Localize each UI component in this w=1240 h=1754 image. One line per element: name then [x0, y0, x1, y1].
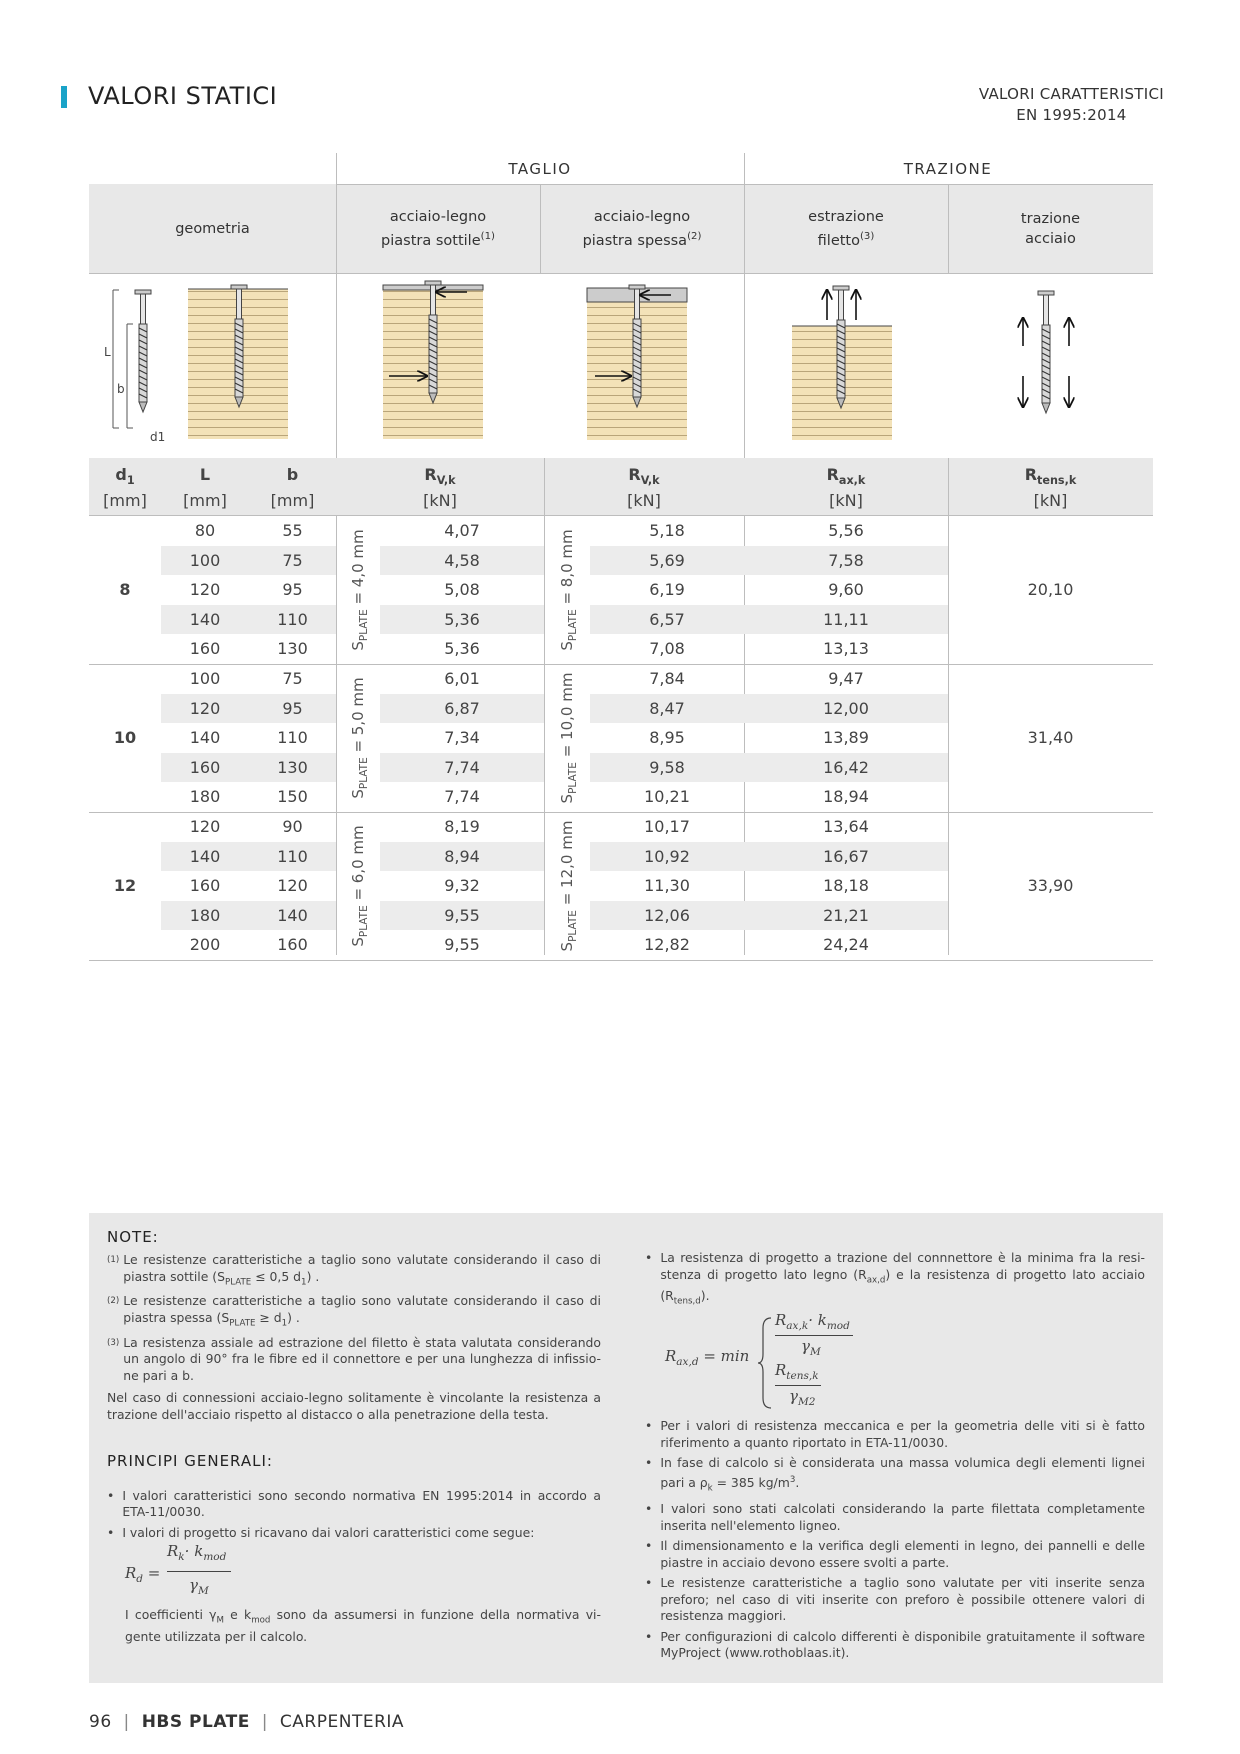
- notes-left-column: [107, 1252, 601, 1646]
- thick-plate-shear-drawing: [587, 285, 687, 440]
- table-cell-L: 100: [189, 550, 221, 570]
- table-cell-L: 100: [189, 669, 221, 688]
- footer-product: HBS PLATE: [141, 1712, 250, 1732]
- right-note-4: • I valori sono stati calcolati considerando la parte filettata completamente inserita nell'elemento ligneo.: [645, 1501, 1145, 1533]
- unit-b: [mm]: [270, 491, 315, 510]
- table-cell-ax: 13,89: [823, 728, 869, 748]
- plate-thickness-label: $S_{PLATE} = 4,0$ mm: [349, 529, 370, 651]
- table-cell-thin: 5,08: [444, 580, 480, 600]
- header-thin-plate: acciaio-legno piastra sottile$^{(1)}$: [381, 209, 495, 249]
- divider: [89, 273, 1153, 274]
- header-geometry: geometria: [175, 221, 250, 237]
- table-cell-ax: 21,21: [823, 905, 869, 925]
- brace-icon: [757, 1316, 773, 1410]
- table-cell-L: 120: [189, 698, 221, 718]
- right-note-7: • Per configurazioni di calcolo differenti è disponibile gratuitamente il software MyProject (www.rothoblaas.it).: [645, 1628, 1145, 1661]
- table-cell-ax: 16,42: [823, 757, 869, 777]
- table-cell-d1: 8: [119, 580, 131, 600]
- table-cell-ax: 18,94: [823, 787, 869, 807]
- table-cell-thin: 8,19: [444, 817, 480, 836]
- footer-section: CARPENTERIA: [279, 1712, 405, 1732]
- screw-geometry-drawing: [104, 290, 165, 444]
- table-cell-ax: 18,18: [823, 876, 869, 896]
- col-d1: $d_1$: [115, 465, 135, 488]
- table-cell-tens: 33,90: [1027, 876, 1074, 896]
- table-cell-L: 160: [189, 639, 221, 659]
- thin-plate-shear-drawing: [383, 281, 483, 439]
- table-cell-b: 110: [277, 609, 308, 629]
- standard-line-2: EN 1995:2014: [1016, 106, 1127, 124]
- header-thread-pullout: estrazione filetto$^{(3)}$: [808, 209, 884, 249]
- group-taglio: TAGLIO: [508, 160, 572, 178]
- table-cell-tens: 31,40: [1027, 728, 1074, 748]
- table-cell-L: 200: [189, 935, 221, 955]
- col-rv-thin: $R_{V,k}$: [424, 465, 456, 488]
- table-cell-thick: 9,58: [649, 757, 685, 777]
- table-cell-thin: 5,36: [444, 609, 480, 629]
- col-rax: $R_{ax,k}$: [826, 465, 866, 488]
- plate-thickness-label: $S_{PLATE} = 5,0$ mm: [349, 677, 370, 799]
- right-note-2: • Per i valori di resistenza meccanica e per la geometria delle viti si è fatto riferimento a quanto riportato in ETA-11/0030.: [645, 1418, 1145, 1450]
- unit-rv-thick: [kN]: [627, 491, 661, 510]
- divider: [540, 184, 541, 274]
- standard-label: [979, 84, 1164, 126]
- table-cell-thick: 10,92: [644, 846, 690, 866]
- table-cell-thin: 5,36: [444, 639, 480, 659]
- table-cell-b: 130: [277, 639, 308, 659]
- table-cell-thick: 7,84: [649, 669, 685, 688]
- table-cell-L: 120: [189, 580, 221, 600]
- right-note-1: • La resistenza di progetto a trazione del connnettore è la minima fra la resi-stenza di progetto lato legno $(R_{ax,d})$ e la resistenza di progetto lato acciaio $(R_{tens,d})$.: [645, 1250, 1145, 1307]
- table-cell-tens: 20,10: [1027, 580, 1074, 600]
- header-steel-tension: trazione acciaio: [1020, 211, 1081, 247]
- table-cell-thick: 5,69: [649, 550, 685, 570]
- table-cell-ax: 11,11: [823, 609, 869, 629]
- table-cell-b: 160: [277, 935, 308, 955]
- divider: [948, 184, 949, 274]
- table-cell-ax: 24,24: [823, 935, 869, 955]
- group-trazione: TRAZIONE: [903, 160, 993, 178]
- right-note-5: • Il dimensionamento e la verifica degli elementi in legno, dei pannelli e delle piastre in acciaio devono essere svolti a parte.: [645, 1538, 1145, 1570]
- page-number: 96: [89, 1712, 112, 1732]
- header-thick-plate: acciaio-legno piastra spessa$^{(2)}$: [582, 209, 702, 249]
- table-cell-b: 110: [277, 728, 308, 748]
- table-cell-thin: 6,87: [444, 698, 480, 718]
- table-cell-b: 110: [277, 846, 308, 866]
- right-note-6: • Le resistenze caratteristiche a taglio sono valutate per viti inserite senza preforo; nel caso di viti inserite con preforo è possibile ottenere valori di resistenza maggiori.: [645, 1575, 1145, 1624]
- unit-rv-thin: [kN]: [423, 491, 457, 510]
- unit-L: [mm]: [183, 491, 227, 510]
- table-cell-thick: 11,30: [644, 876, 690, 896]
- table-cell-b: 95: [282, 580, 303, 600]
- table-cell-L: 180: [189, 787, 221, 807]
- group-divider: [89, 960, 1153, 961]
- table-cell-L: 160: [189, 876, 221, 896]
- table-cell-thin: 7,74: [444, 787, 480, 807]
- table-cell-b: 120: [277, 876, 308, 896]
- table-cell-d1: 12: [113, 876, 137, 896]
- table-cell-thin: 9,55: [444, 935, 480, 955]
- dim-L-label: L: [104, 345, 111, 359]
- table-cell-thin: 6,01: [444, 669, 480, 688]
- table-cell-thin: 9,32: [444, 876, 480, 896]
- plate-thickness-label: $S_{PLATE} = 12,0$ mm: [558, 820, 579, 952]
- plate-thickness-label: $S_{PLATE} = 8,0$ mm: [558, 529, 579, 651]
- right-note-3: • In fase di calcolo si è considerata una massa volumica degli elementi lignei pari a $\rho_k = 385$ $kg/m^3$.: [645, 1455, 1145, 1494]
- table-cell-thin: 4,07: [444, 521, 480, 540]
- unit-rtens: [kN]: [1033, 491, 1068, 510]
- principle-3: I coefficienti $\gamma_M$ e $k_{mod}$ sono da assumersi in funzione della normativa vi-gente utilizzata per il calcolo.: [125, 1607, 601, 1645]
- page-title: VALORI STATICI: [88, 82, 278, 110]
- table-cell-ax: 16,67: [823, 846, 869, 866]
- note-4: Nel caso di connessioni acciaio-legno solitamente è vincolante la resistenza a trazione dell'acciaio rispetto al distacco o alla penetrazione della testa.: [107, 1390, 601, 1422]
- divider: [544, 458, 545, 955]
- design-formula: $R_d$ = $R_k\cdot k_{mod}$ $\gamma_M$: [125, 1541, 601, 1607]
- table-cell-ax: 5,56: [828, 521, 864, 540]
- connection-diagrams: [89, 276, 1153, 454]
- plate-thickness-label: $S_{PLATE} = 6,0$ mm: [349, 825, 370, 947]
- unit-d1: [mm]: [103, 491, 147, 510]
- table-cell-thick: 12,06: [644, 905, 690, 925]
- table-cell-thin: 7,34: [444, 728, 480, 748]
- col-rv-thick: $R_{V,k}$: [628, 465, 660, 488]
- table-cell-thick: 5,18: [649, 521, 685, 540]
- table-cell-thick: 10,21: [644, 787, 690, 807]
- principles-heading: PRINCIPI GENERALI:: [107, 1452, 273, 1471]
- table-cell-b: 150: [277, 787, 308, 807]
- table-cell-ax: 9,47: [828, 669, 864, 688]
- notes-right-column: [645, 1250, 1145, 1662]
- table-cell-b: 55: [282, 521, 303, 540]
- note-2: (2) Le resistenze caratteristiche a taglio sono valutate considerando il caso di piastra spessa $(S_{PLATE} \ge d_1)$ .: [107, 1293, 601, 1329]
- col-b: b: [286, 465, 299, 484]
- table-cell-thin: 4,58: [444, 550, 480, 570]
- steel-tension-drawing: [1023, 291, 1069, 413]
- table-cell-thick: 8,95: [649, 728, 685, 748]
- dim-b-label: b: [117, 382, 125, 396]
- title-accent-bar: [61, 86, 67, 108]
- table-cell-L: 80: [194, 521, 216, 540]
- table-cell-L: 120: [189, 817, 221, 836]
- table-cell-thin: 7,74: [444, 757, 480, 777]
- table-cell-b: 75: [282, 669, 303, 688]
- principle-2: • I valori di progetto si ricavano dai valori caratteristici come segue:: [107, 1524, 535, 1540]
- note-1: (1) Le resistenze caratteristiche a taglio sono valutate considerando il caso di piastra sottile ($S_{PLATE} \le 0,5$ $d_1$) .: [107, 1252, 601, 1287]
- dim-d1-label: d1: [150, 430, 166, 444]
- table-cell-thin: 8,94: [444, 846, 480, 866]
- table-cell-b: 75: [282, 550, 303, 570]
- table-cell-ax: 12,00: [823, 698, 869, 718]
- col-rtens: $R_{tens,k}$: [1024, 465, 1077, 488]
- divider: [336, 184, 1153, 185]
- table-cell-thick: 6,19: [649, 580, 685, 600]
- table-cell-ax: 9,60: [828, 580, 864, 600]
- table-cell-L: 180: [189, 905, 221, 925]
- thread-pullout-drawing: [792, 286, 892, 440]
- unit-rax: [kN]: [829, 491, 863, 510]
- table-cell-thick: 7,08: [649, 639, 685, 659]
- table-cell-b: 140: [277, 905, 308, 925]
- table-cell-b: 90: [282, 817, 303, 836]
- screw-in-timber-drawing: [188, 285, 288, 439]
- table-cell-L: 140: [189, 609, 221, 629]
- table-cell-thick: 8,47: [649, 698, 685, 718]
- note-3: (3) La resistenza assiale ad estrazione del filetto è stata valutata considerando un angolo di 90° fra le fibre ed il connettore e per una lunghezza di infissio-ne pari a b.: [107, 1334, 601, 1383]
- table-cell-ax: 13,64: [823, 817, 869, 836]
- table-cell-b: 130: [277, 757, 308, 777]
- notes-heading: NOTE:: [107, 1228, 159, 1246]
- table-cell-ax: 13,13: [823, 639, 869, 659]
- col-L: L: [199, 465, 211, 484]
- table-cell-thick: 6,57: [649, 609, 685, 629]
- table-cell-thick: 10,17: [644, 817, 690, 836]
- table-cell-d1: 10: [113, 728, 137, 748]
- standard-line-1: VALORI CARATTERISTICI: [978, 85, 1164, 103]
- min-formula: $R_{ax,d} = \min$ $R_{ax,k}\cdot k_{mod}$ $\gamma_M$ $R_{tens,k}$ $\gamma_{M2}$: [665, 1310, 1145, 1412]
- table-cell-ax: 7,58: [828, 550, 864, 570]
- page-footer: 96 | HBS PLATE | CARPENTERIA: [89, 1712, 405, 1732]
- table-cell-thick: 12,82: [644, 935, 690, 955]
- plate-thickness-label: $S_{PLATE} = 10,0$ mm: [558, 672, 579, 804]
- table-cell-L: 160: [189, 757, 221, 777]
- table-cell-L: 140: [189, 728, 221, 748]
- principle-1: • I valori caratteristici sono secondo normativa EN 1995:2014 in accordo a ETA-11/0030.: [107, 1487, 601, 1520]
- table-cell-b: 95: [282, 698, 303, 718]
- table-cell-L: 140: [189, 846, 221, 866]
- table-cell-thin: 9,55: [444, 905, 480, 925]
